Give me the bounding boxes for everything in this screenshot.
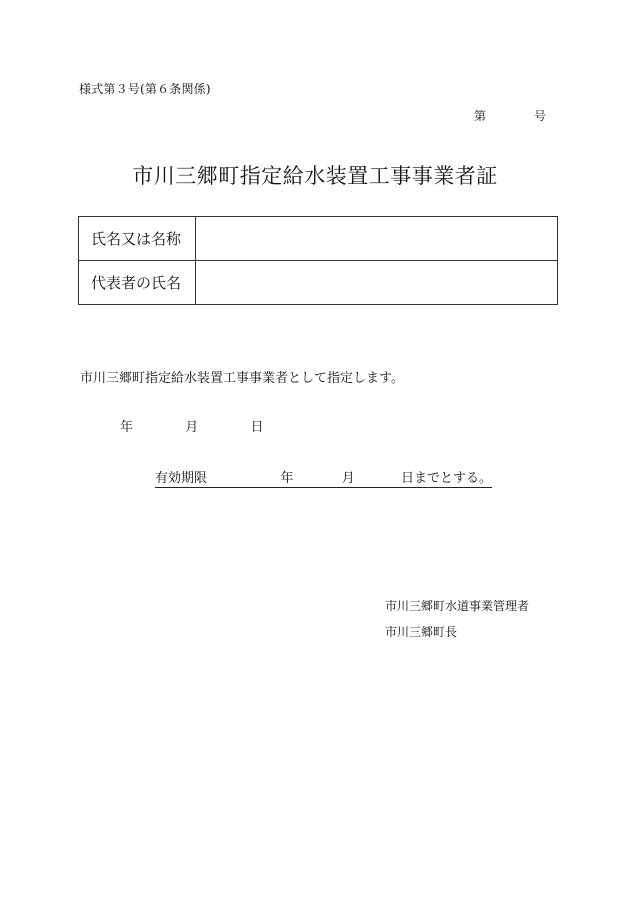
representative-label: 代表者の氏名 [79,261,196,305]
validity-month-label: 月 [341,471,355,486]
issuer-line-1: 市川三郷町水道事業管理者 [385,599,530,613]
page-title: 市川三郷町指定給水装置工事事業者証 [132,164,498,188]
designation-statement: 市川三郷町指定給水装置工事事業者として指定します。 [80,371,404,386]
issuer-block [385,593,529,645]
validity-period [155,467,492,488]
table-row [79,217,558,261]
issue-year-label: 年 [120,420,134,435]
name-value [196,217,558,261]
info-table [78,216,558,305]
issuer-line-2: 市川三郷町長 [385,625,458,639]
cert-number-prefix: 第 [473,109,486,123]
validity-label: 有効期限 [155,471,208,486]
issue-day-label: 日 [250,420,264,435]
form-number: 様式第３号(第６条関係) [79,82,211,96]
validity-day-suffix: 日までとする。 [401,471,493,486]
name-label: 氏名又は名称 [79,217,196,261]
validity-year-label: 年 [280,471,294,486]
issue-month-label: 月 [185,420,199,435]
representative-value [196,261,558,305]
cert-number-blank [486,107,534,124]
cert-number-suffix: 号 [533,109,546,123]
certificate-number [474,107,546,124]
issue-date [120,416,264,435]
table-row [79,261,558,305]
